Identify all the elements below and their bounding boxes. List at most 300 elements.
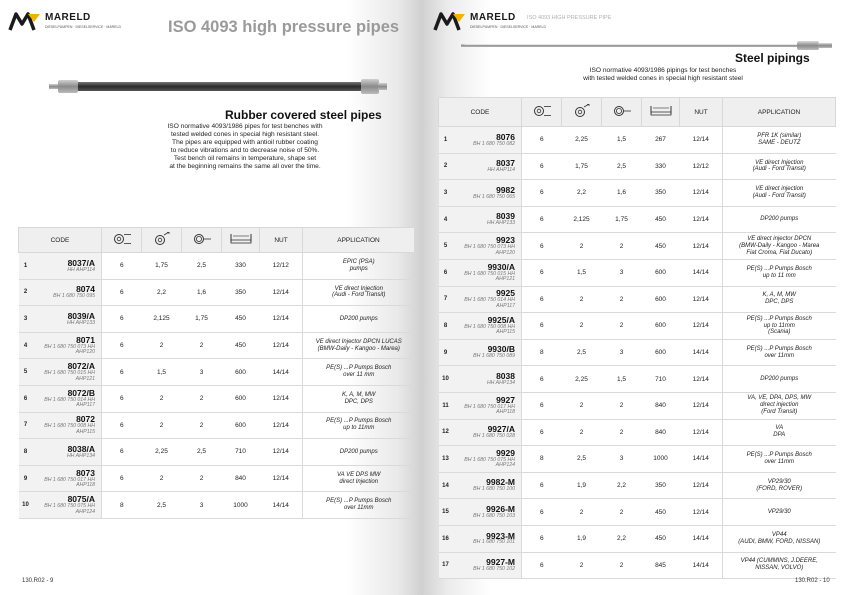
reference-code: BH 1 680 750 082 [473, 140, 515, 147]
reference-code: BH 1 680 750 073 HH AHP120 [44, 343, 95, 356]
table-row [439, 313, 836, 340]
wall-thickness: 2,5 [602, 153, 642, 180]
outer-diameter: 6 [522, 127, 562, 154]
inner-diameter: 2 [562, 499, 602, 526]
inner-diameter-header [562, 98, 602, 127]
application-cell [723, 525, 836, 552]
inner-diameter: 2 [142, 385, 182, 412]
application-line: VE direct Injector DPCN LUCAS [315, 338, 402, 345]
wall-thickness: 2 [182, 465, 222, 492]
reference-code: BH 1 680 750 015 HH AHP121 [464, 270, 515, 283]
nut-size: 12/14 [680, 419, 723, 446]
application-cell [303, 279, 415, 306]
row-number: 8 [19, 439, 33, 466]
application-line: DPC, DPS [765, 299, 794, 306]
wall-thickness: 2 [602, 233, 642, 260]
length: 600 [642, 313, 680, 340]
part-code-cell [33, 412, 102, 439]
part-code: 8039/A [67, 310, 95, 321]
application-cell [723, 339, 836, 366]
table-row [439, 472, 836, 499]
inner-diameter-icon [572, 104, 592, 118]
outer-diameter: 6 [522, 153, 562, 180]
row-number: 6 [439, 259, 453, 286]
reference-code: HH AHP114 [67, 266, 95, 273]
table-body [439, 127, 836, 579]
brand-name: MARELD [45, 12, 91, 23]
application-header: APPLICATION [303, 228, 415, 253]
wall-thickness: 2 [182, 412, 222, 439]
nut-size: 14/14 [680, 525, 723, 552]
table-row [439, 153, 836, 180]
table-row [19, 439, 415, 466]
wall-thickness: 1,6 [602, 180, 642, 207]
table-row [439, 339, 836, 366]
inner-diameter: 1,75 [562, 153, 602, 180]
part-code: 8076 [496, 131, 515, 142]
part-code-cell [453, 206, 522, 233]
nut-size: 14/14 [680, 339, 723, 366]
nut-size: 14/14 [260, 359, 303, 386]
application-line: PE(S) ...P Pumps Bosch [326, 498, 392, 505]
inner-diameter: 2 [142, 332, 182, 359]
outer-diameter: 6 [102, 306, 142, 333]
row-number: 5 [19, 359, 33, 386]
desc-line: ISO normative 4093/1986 pipes for test benches with [167, 123, 323, 130]
outer-diameter: 8 [522, 446, 562, 473]
length: 1000 [222, 492, 260, 519]
nut-size: 12/14 [680, 206, 723, 233]
application-line: (BMW-Daily - Kangoo - Mareа [739, 242, 820, 249]
wall-thickness: 2 [182, 385, 222, 412]
table-row [19, 332, 415, 359]
length-icon [650, 105, 672, 117]
reference-code: BH 1 680 750 095 [53, 293, 95, 300]
length: 450 [642, 206, 680, 233]
application-line: (Scania) [768, 329, 791, 336]
wall-thickness: 2 [602, 499, 642, 526]
application-line: VA VE DPS MW [337, 471, 381, 478]
nut-header: NUT [260, 228, 303, 253]
application-line: PE(S) ...P Pumps Bosch [746, 265, 812, 272]
application-line: DP200 pumps [339, 315, 378, 322]
length: 1000 [642, 446, 680, 473]
row-number: 7 [19, 412, 33, 439]
table-row [19, 253, 415, 280]
section-description [155, 123, 335, 170]
part-code-cell [453, 552, 522, 579]
inner-diameter: 2 [562, 392, 602, 419]
table-row [439, 446, 836, 473]
code-header: CODE [439, 98, 522, 127]
table-row [439, 233, 836, 260]
table-row [439, 525, 836, 552]
part-code-cell [33, 359, 102, 386]
row-number: 12 [439, 419, 453, 446]
row-number: 3 [439, 180, 453, 207]
outer-diameter: 6 [102, 439, 142, 466]
part-code-cell [453, 259, 522, 286]
length: 350 [222, 279, 260, 306]
table-row [439, 180, 836, 207]
part-code: 8074 [76, 284, 95, 295]
outer-diameter: 6 [522, 313, 562, 340]
length: 710 [642, 366, 680, 393]
part-code: 9925/A [487, 315, 515, 326]
table-row [19, 465, 415, 492]
length: 840 [222, 465, 260, 492]
application-cell [723, 392, 836, 419]
inner-diameter: 2 [562, 552, 602, 579]
table-row [19, 359, 415, 386]
section-title: Steel pipings [735, 51, 810, 65]
outer-diameter: 6 [102, 253, 142, 280]
part-code-cell [33, 279, 102, 306]
part-code-cell [453, 419, 522, 446]
length: 450 [642, 525, 680, 552]
application-cell [303, 385, 415, 412]
inner-diameter: 2 [142, 465, 182, 492]
nut-size: 12/14 [680, 366, 723, 393]
inner-diameter: 1,75 [142, 253, 182, 280]
application-cell [723, 472, 836, 499]
inner-diameter: 2 [562, 286, 602, 313]
application-cell [723, 127, 836, 154]
outer-diameter: 6 [522, 233, 562, 260]
inner-diameter: 1,9 [562, 472, 602, 499]
inner-diameter: 2,25 [562, 127, 602, 154]
desc-line: at the beginning remains the same all over the time. [169, 162, 321, 170]
nut-size: 12/14 [260, 279, 303, 306]
application-line: up to 11 mm [762, 272, 796, 279]
nut-size: 14/14 [260, 492, 303, 519]
application-line: NISSAN, VOLVO) [755, 565, 804, 572]
part-code: 9927 [496, 394, 515, 405]
application-cell [723, 259, 836, 286]
wall-thickness: 2 [602, 286, 642, 313]
part-code-cell [453, 339, 522, 366]
application-cell [303, 359, 415, 386]
part-code-cell [33, 439, 102, 466]
part-code-cell [453, 392, 522, 419]
desc-line: ISO normative 4093/1986 pipings for test benches [589, 67, 737, 74]
application-cell [303, 439, 415, 466]
nut-size: 12/14 [260, 412, 303, 439]
part-code: 8075/A [67, 494, 95, 505]
part-code: 8072 [76, 414, 95, 425]
reference-code: BH 1 680 750 008 HH AHP115 [44, 423, 95, 435]
length: 840 [642, 419, 680, 446]
wall-thickness: 3 [602, 259, 642, 286]
row-number: 17 [439, 552, 453, 579]
table-header-row [19, 228, 415, 253]
application-line: VP29/30 [767, 478, 791, 485]
part-code: 9923-M [486, 530, 515, 541]
part-code: 9923 [496, 235, 515, 246]
part-code: 9927-M [486, 557, 515, 568]
part-code: 8073 [76, 467, 95, 478]
application-line: (Audi - Ford Transit) [752, 192, 806, 199]
reference-code: BH 1 680 750 089 [473, 353, 515, 360]
nut-size: 12/14 [260, 465, 303, 492]
row-number: 6 [19, 385, 33, 412]
row-number: 2 [19, 279, 33, 306]
outer-diameter-header [102, 228, 142, 253]
application-cell [303, 412, 415, 439]
desc-line: to reduce vibrations and to decrease noise of 50%. [170, 146, 320, 154]
application-line: (AUDI, BMW, FORD, NISSAN) [738, 538, 821, 545]
part-code-cell [33, 306, 102, 333]
row-number: 15 [439, 499, 453, 526]
part-code-cell [453, 153, 522, 180]
inner-diameter: 2,5 [562, 339, 602, 366]
page-title: ISO 4093 high pressure pipes [168, 18, 400, 36]
wall-thickness: 3 [602, 339, 642, 366]
length: 600 [222, 359, 260, 386]
row-number: 5 [439, 233, 453, 260]
table-header-row [439, 98, 836, 127]
outer-diameter-header [522, 98, 562, 127]
reference-code: BH 1 680 750 101 [473, 539, 515, 546]
length: 600 [642, 259, 680, 286]
table-row [439, 206, 836, 233]
inner-diameter: 1,5 [562, 259, 602, 286]
brand-logo [8, 10, 121, 32]
application-line: (Ford Transit) [761, 409, 798, 416]
application-line: K, A, M, MW [342, 391, 376, 398]
outer-diameter: 6 [102, 332, 142, 359]
outer-diameter: 6 [102, 359, 142, 386]
row-number: 7 [439, 286, 453, 313]
row-number: 1 [439, 127, 453, 154]
reference-code: BH 1 680 750 017 HH AHP118 [44, 476, 95, 488]
application-line: EPIC (PSA) [342, 258, 375, 265]
application-line: over 11mm [764, 352, 795, 359]
inner-diameter: 2,5 [562, 446, 602, 473]
section-description [573, 67, 753, 83]
wall-thickness-icon [612, 105, 632, 117]
table-row [439, 392, 836, 419]
reference-code: HH AHP134 [66, 452, 95, 459]
desc-line: tested welded cones in special high resistant steel. [170, 130, 320, 138]
part-code-cell [33, 253, 102, 280]
application-line: VE direct Injection [755, 159, 804, 166]
application-line: over 11 mm [343, 372, 375, 379]
reference-code: BH 1 680 750 073 HH AHP120 [464, 244, 515, 256]
nut-size: 14/14 [680, 259, 723, 286]
outer-diameter: 6 [522, 499, 562, 526]
part-code: 9926-M [486, 503, 515, 514]
inner-diameter: 1,9 [562, 525, 602, 552]
part-code: 8038/A [67, 443, 95, 454]
wall-thickness: 1,75 [602, 206, 642, 233]
application-line: PE(S) ...P Pumps Bosch [326, 418, 392, 425]
application-cell [303, 492, 415, 519]
length: 267 [642, 127, 680, 154]
application-line: over 11mm [764, 458, 795, 465]
part-code: 8037 [496, 158, 515, 169]
wall-thickness: 3 [182, 492, 222, 519]
length: 450 [222, 332, 260, 359]
length: 600 [222, 385, 260, 412]
desc-line: with tested welded cones in special high resistant steel [583, 74, 743, 82]
outer-diameter: 8 [522, 339, 562, 366]
nut-header: NUT [680, 98, 723, 127]
part-code: 8071 [76, 334, 95, 345]
outer-diameter: 6 [102, 412, 142, 439]
application-line: direct injection [760, 402, 799, 409]
table-row [439, 286, 836, 313]
application-line: DP200 pumps [760, 375, 799, 382]
row-number: 14 [439, 472, 453, 499]
part-code-cell [453, 233, 522, 260]
application-cell [303, 253, 415, 280]
application-line: Fiat Croma, Fiat Ducato) [746, 249, 813, 256]
part-code-cell [33, 492, 102, 519]
nut-size: 12/12 [260, 253, 303, 280]
reference-code: HH AHP114 [487, 167, 515, 174]
row-number: 8 [439, 313, 453, 340]
application-cell [723, 446, 836, 473]
nut-size: 12/12 [680, 153, 723, 180]
length: 710 [222, 439, 260, 466]
mareld-logo-icon [433, 10, 467, 32]
table-body [19, 253, 415, 519]
table-row [439, 419, 836, 446]
part-code-cell [453, 180, 522, 207]
application-cell [723, 233, 836, 260]
reference-code: BH 1 680 750 100 [473, 486, 515, 493]
outer-diameter: 6 [102, 385, 142, 412]
part-code: 8037/A [67, 257, 95, 268]
application-header: APPLICATION [723, 98, 836, 127]
wall-thickness: 2,5 [182, 253, 222, 280]
part-code-cell [33, 385, 102, 412]
outer-diameter-icon [112, 233, 132, 245]
wall-thickness: 2 [602, 419, 642, 446]
table-row [439, 259, 836, 286]
part-code-cell [453, 499, 522, 526]
right-page [423, 0, 846, 595]
nut-size: 14/14 [680, 552, 723, 579]
application-line: VE direct injection [755, 186, 804, 193]
application-cell [723, 153, 836, 180]
reference-code: BH 1 680 750 014 HH AHP117 [464, 297, 515, 309]
nut-size: 12/14 [680, 472, 723, 499]
inner-diameter: 2 [142, 412, 182, 439]
outer-diameter: 6 [522, 472, 562, 499]
application-cell [723, 419, 836, 446]
reference-code: BH 1 680 750 075 HH AHP124 [464, 456, 515, 469]
mareld-logo-icon [8, 10, 42, 32]
wall-thickness: 1,6 [182, 279, 222, 306]
row-number: 10 [19, 492, 33, 519]
outer-diameter: 6 [522, 392, 562, 419]
running-header: ISO 4093 HIGH PRESSURE PIPE [527, 15, 612, 21]
desc-line: The pipes are equipped with antioil rubber coating [172, 138, 318, 146]
application-cell [303, 332, 415, 359]
row-number: 2 [439, 153, 453, 180]
reference-code: HH AHP133 [66, 319, 95, 326]
table-row [19, 492, 415, 519]
table-row [439, 499, 836, 526]
application-line: VP29/30 [767, 508, 791, 515]
outer-diameter: 6 [102, 279, 142, 306]
outer-diameter: 6 [522, 286, 562, 313]
outer-diameter: 6 [102, 465, 142, 492]
inner-diameter: 2,125 [142, 306, 182, 333]
inner-diameter: 2,2 [562, 180, 602, 207]
part-code-cell [453, 127, 522, 154]
part-code: 9930/A [487, 261, 515, 272]
part-code: 9929 [496, 448, 515, 458]
row-number: 10 [439, 366, 453, 393]
nut-size: 12/14 [680, 313, 723, 340]
table-row [19, 279, 415, 306]
reference-code: HH AHP134 [486, 379, 515, 386]
part-code-cell [453, 525, 522, 552]
brand-tagline: DIESELPUMPEN · DIESELSERVICE · MARELD [470, 25, 546, 29]
nut-size: 12/14 [680, 392, 723, 419]
inner-diameter-header [142, 228, 182, 253]
part-code-cell [453, 446, 522, 473]
length: 350 [642, 180, 680, 207]
application-cell [723, 180, 836, 207]
length-header [222, 228, 260, 253]
reference-code: HH AHP133 [486, 220, 515, 227]
application-line: VA [775, 425, 784, 432]
inner-diameter: 2,25 [142, 439, 182, 466]
length: 350 [642, 472, 680, 499]
wall-thickness: 1,5 [602, 127, 642, 154]
row-number: 3 [19, 306, 33, 333]
outer-diameter: 6 [522, 419, 562, 446]
row-number: 13 [439, 446, 453, 473]
rubber-pipes-table [18, 227, 415, 519]
part-code-cell [453, 366, 522, 393]
table-row [439, 127, 836, 154]
row-number: 16 [439, 525, 453, 552]
length-header [642, 98, 680, 127]
page-number: 130.R02 - 9 [22, 578, 54, 584]
part-code-cell [453, 472, 522, 499]
wall-thickness: 1,75 [182, 306, 222, 333]
application-line: PE(S) ...P Pumps Bosch [746, 315, 812, 322]
inner-diameter: 2,2 [142, 279, 182, 306]
inner-diameter: 1,5 [142, 359, 182, 386]
length: 330 [222, 253, 260, 280]
application-line: VE direct Injection [334, 285, 383, 292]
outer-diameter: 6 [522, 552, 562, 579]
length: 845 [642, 552, 680, 579]
application-line: VP44 (CUMMINS, J.DEERE, [740, 558, 818, 565]
reference-code: BH 1 680 750 008 HH AHP115 [464, 323, 515, 336]
row-number: 4 [19, 332, 33, 359]
wall-thickness: 2 [602, 392, 642, 419]
wall-thickness: 2,2 [602, 525, 642, 552]
table-row [439, 552, 836, 579]
nut-size: 14/14 [680, 446, 723, 473]
desc-line: Test bench oil remains in temperature, shape set [173, 154, 317, 162]
nut-size: 12/14 [680, 286, 723, 313]
wall-thickness-header [182, 228, 222, 253]
inner-diameter: 2,5 [142, 492, 182, 519]
part-code: 8038 [496, 370, 515, 381]
part-code-cell [33, 465, 102, 492]
application-line: K, A, M, MW [762, 292, 796, 299]
part-code-cell [453, 313, 522, 340]
length: 450 [642, 499, 680, 526]
